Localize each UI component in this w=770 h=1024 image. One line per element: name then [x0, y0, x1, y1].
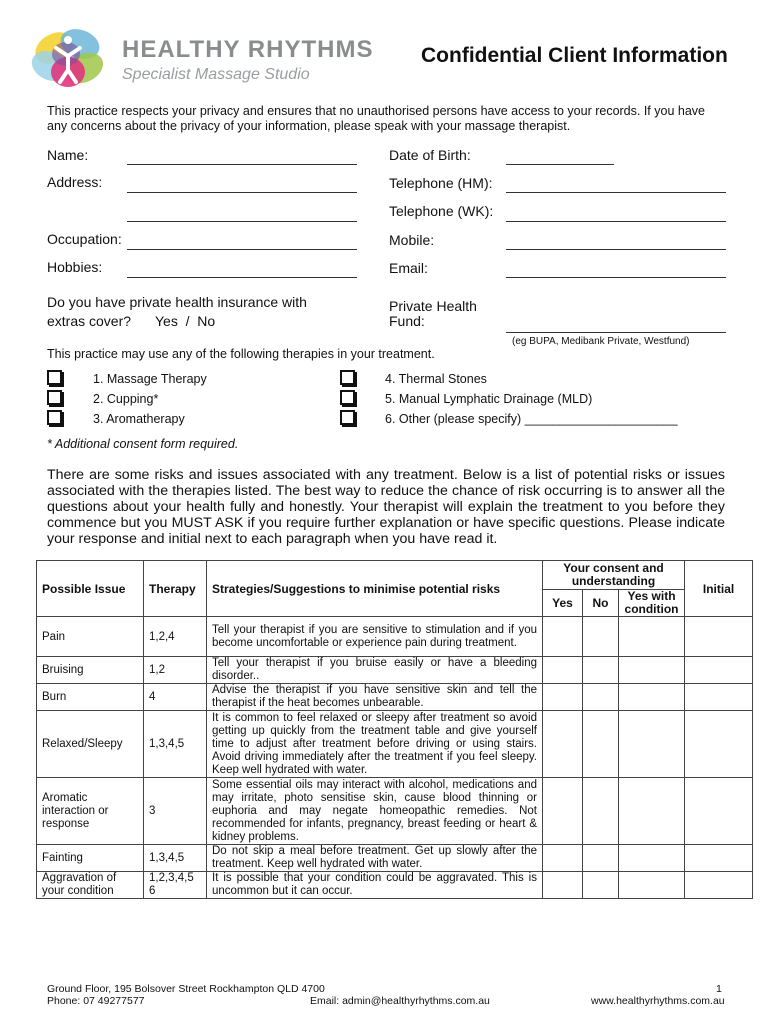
no-cell[interactable] — [583, 778, 619, 845]
tel-wk-field[interactable] — [506, 221, 726, 222]
address-label: Address: — [47, 174, 103, 190]
fund-field[interactable] — [506, 332, 726, 333]
therapy-1-label: 1. Massage Therapy — [93, 372, 207, 386]
yes-with-condition-cell[interactable] — [619, 872, 685, 899]
row-issue: Fainting — [37, 845, 144, 872]
row-therapy: 1,2 — [144, 657, 207, 684]
yes-cell[interactable] — [543, 684, 583, 711]
tel-wk-label: Telephone (WK): — [389, 203, 494, 219]
yes-with-condition-cell[interactable] — [619, 657, 685, 684]
document-title: Confidential Client Information — [421, 44, 728, 67]
brand-name: HEALTHY RHYTHMS — [122, 36, 374, 63]
table-row — [37, 684, 753, 711]
initial-cell[interactable] — [685, 617, 753, 657]
row-therapy: 3 — [144, 778, 207, 845]
name-field[interactable] — [127, 164, 357, 165]
table-row — [37, 617, 753, 657]
tel-hm-field[interactable] — [506, 192, 726, 193]
hobbies-label: Hobbies: — [47, 259, 103, 275]
address-field-line-2[interactable] — [127, 221, 357, 222]
row-issue: Burn — [37, 684, 144, 711]
fund-label-line-2: Fund: — [389, 313, 425, 329]
risk-paragraph: There are some risks and issues associated with any treatment. Below is a list of potential risks or issues associated with the therapies listed. The best way to reduce the chance of risk occurring is to answer all the questions about your health fully and honestly. Your therapist will explain the treatment to you before they commence but you MUST ASK if you require further explanation or have specific questions. Please indicate your response and initial next to each paragraph when you have read it. — [47, 467, 725, 547]
risks-table — [36, 560, 753, 899]
footer-address: Ground Floor, 195 Bolsover Street Rockhampton QLD 4700 — [47, 983, 325, 995]
table-row — [37, 872, 753, 899]
yes-cell[interactable] — [543, 617, 583, 657]
tel-hm-label: Telephone (HM): — [389, 175, 493, 191]
footer-website[interactable]: www.healthyrhythms.com.au — [591, 995, 725, 1007]
row-issue: Pain — [37, 617, 144, 657]
consent-note: * Additional consent form required. — [47, 437, 239, 451]
row-issue: Aromatic interaction or response — [37, 778, 144, 845]
yes-cell[interactable] — [543, 845, 583, 872]
email-label: Email: — [389, 260, 428, 276]
dob-label: Date of Birth: — [389, 147, 471, 163]
yes-with-condition-cell[interactable] — [619, 845, 685, 872]
therapy-3-checkbox[interactable] — [47, 410, 62, 425]
therapy-3-label: 3. Aromatherapy — [93, 412, 185, 426]
fund-label-line-1: Private Health — [389, 298, 477, 314]
row-strategy: Do not skip a meal before treatment. Get up slowly after the treatment. Keep well hydrated with water. — [207, 845, 543, 872]
row-therapy: 1,2,3,4,5 6 — [144, 872, 207, 899]
no-cell[interactable] — [583, 657, 619, 684]
address-field-line-1[interactable] — [127, 192, 357, 193]
yes-cell[interactable] — [543, 657, 583, 684]
name-label: Name: — [47, 147, 89, 163]
no-cell[interactable] — [583, 711, 619, 778]
yes-cell[interactable] — [543, 778, 583, 845]
row-issue: Bruising — [37, 657, 144, 684]
header-yes: Yes — [543, 590, 583, 617]
row-strategy: Advise the therapist if you have sensitive skin and tell the therapist if the heat becomes unbearable. — [207, 684, 543, 711]
row-therapy: 1,2,4 — [144, 617, 207, 657]
mobile-field[interactable] — [506, 249, 726, 250]
no-cell[interactable] — [583, 684, 619, 711]
therapy-1-checkbox[interactable] — [47, 370, 62, 385]
initial-cell[interactable] — [685, 684, 753, 711]
no-cell[interactable] — [583, 845, 619, 872]
insurance-question-line-1: Do you have private health insurance with — [47, 294, 307, 310]
therapy-4-label: 4. Thermal Stones — [385, 372, 487, 386]
row-issue: Relaxed/Sleepy — [37, 711, 144, 778]
row-issue: Aggravation of your condition — [37, 872, 144, 899]
header-no: No — [583, 590, 619, 617]
table-row — [37, 778, 753, 845]
footer-email: Email: admin@healthyrhythms.com.au — [310, 995, 490, 1007]
header-strategies: Strategies/Suggestions to minimise potential risks — [207, 561, 543, 617]
row-strategy: Some essential oils may interact with alcohol, medications and may irritate, photo sensitise skin, cause blood thinning or euphoria and may negate homeopathic remedies. Not recommended for infants, pregnancy, breast feeding or heart & kidney problems. — [207, 778, 543, 845]
yes-with-condition-cell[interactable] — [619, 684, 685, 711]
yes-with-condition-cell[interactable] — [619, 778, 685, 845]
hobbies-field[interactable] — [127, 277, 357, 278]
yes-with-condition-cell[interactable] — [619, 711, 685, 778]
header-therapy: Therapy — [144, 561, 207, 617]
insurance-yes-no[interactable]: Yes / No — [155, 313, 216, 329]
row-strategy: It is common to feel relaxed or sleepy after treatment so avoid getting up quickly from the treatment table and give yourself time to adjust after treatment before driving or using stairs. Avoid driving immediately after the treatment if you feel sleepy. Keep well hydrated with water. — [207, 711, 543, 778]
footer-phone: Phone: 07 49277577 — [47, 995, 145, 1007]
row-therapy: 1,3,4,5 — [144, 845, 207, 872]
initial-cell[interactable] — [685, 872, 753, 899]
row-strategy: Tell your therapist if you bruise easily or have a bleeding disorder.. — [207, 657, 543, 684]
insurance-question-line-2: extras cover? — [47, 313, 132, 329]
therapy-5-checkbox[interactable] — [340, 390, 355, 405]
initial-cell[interactable] — [685, 778, 753, 845]
page-number: 1 — [716, 983, 722, 995]
dob-field[interactable] — [506, 164, 614, 165]
occupation-label: Occupation: — [47, 231, 122, 247]
privacy-intro: This practice respects your privacy and ensures that no unauthorised persons have access to your records. If you have any concerns about the privacy of your information, please speak with your massage therapist. — [47, 104, 705, 133]
initial-cell[interactable] — [685, 711, 753, 778]
therapy-6-label: 6. Other (please specify) ______________________ — [385, 412, 678, 426]
header-consent: Your consent and understanding — [543, 561, 685, 590]
therapy-4-checkbox[interactable] — [340, 370, 355, 385]
fund-example: (eg BUPA, Medibank Private, Westfund) — [512, 336, 690, 347]
initial-cell[interactable] — [685, 657, 753, 684]
mobile-label: Mobile: — [389, 232, 435, 248]
row-strategy: It is possible that your condition could be aggravated. This is uncommon but it can occur. — [207, 872, 543, 899]
header-possible-issue: Possible Issue — [37, 561, 144, 617]
therapy-2-checkbox[interactable] — [47, 390, 62, 405]
occupation-field[interactable] — [127, 249, 357, 250]
brand-tagline: Specialist Massage Studio — [122, 66, 310, 83]
therapy-5-label: 5. Manual Lymphatic Drainage (MLD) — [385, 392, 593, 406]
therapy-6-checkbox[interactable] — [340, 410, 355, 425]
therapy-2-label: 2. Cupping* — [93, 392, 159, 406]
healthy-rhythms-logo — [28, 26, 110, 90]
initial-cell[interactable] — [685, 845, 753, 872]
row-therapy: 1,3,4,5 — [144, 711, 207, 778]
header-initial: Initial — [685, 561, 753, 617]
row-strategy: Tell your therapist if you are sensitive to stimulation and if you become uncomfortable or experience pain during treatment. — [207, 617, 543, 657]
email-field[interactable] — [506, 277, 726, 278]
table-row — [37, 711, 753, 778]
no-cell[interactable] — [583, 617, 619, 657]
yes-cell[interactable] — [543, 872, 583, 899]
yes-with-condition-cell[interactable] — [619, 617, 685, 657]
table-row — [37, 657, 753, 684]
no-cell[interactable] — [583, 872, 619, 899]
row-therapy: 4 — [144, 684, 207, 711]
therapies-intro: This practice may use any of the following therapies in your treatment. — [47, 347, 435, 361]
yes-cell[interactable] — [543, 711, 583, 778]
header-yes-with-condition: Yes with condition — [619, 590, 685, 617]
table-row — [37, 845, 753, 872]
